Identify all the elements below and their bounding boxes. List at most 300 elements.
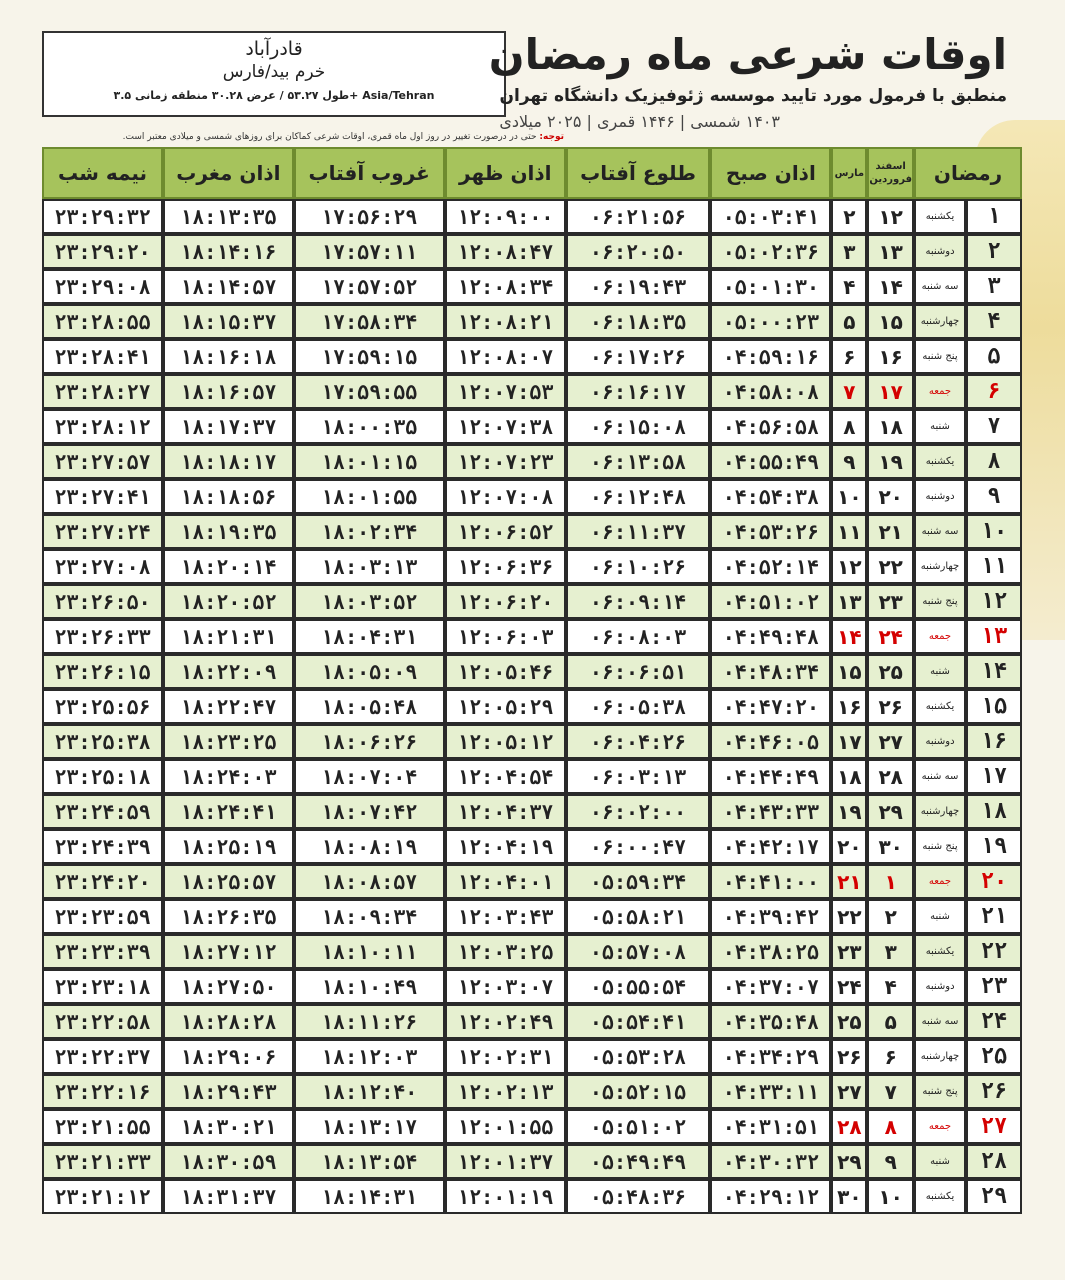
maghrib-time-cell: ۱۸:۱۶:۵۷ (163, 374, 294, 409)
weekday-cell: چهارشنبه (914, 304, 966, 339)
prayer-times-table (42, 147, 1022, 1214)
sunrise-time-cell: ۰۶:۰۲:۰۰ (566, 794, 711, 829)
sunrise-time-cell: ۰۶:۰۶:۵۱ (566, 654, 711, 689)
midnight-time-cell: ۲۳:۲۸:۱۲ (42, 409, 163, 444)
day-cell: ۲۹ (966, 1179, 1022, 1214)
sunset-time-cell: ۱۸:۱۲:۰۳ (294, 1039, 445, 1074)
header-fajr: اذان صبح (710, 147, 831, 199)
sunrise-time-cell: ۰۵:۵۹:۳۴ (566, 864, 711, 899)
weekday-cell: سه شنبه (914, 1004, 966, 1039)
march-date-cell: ۲۳ (831, 934, 867, 969)
shamsi-date-cell: ۱۳ (867, 234, 914, 269)
midnight-time-cell: ۲۳:۲۴:۲۰ (42, 864, 163, 899)
weekday-cell: یکشنبه (914, 689, 966, 724)
fajr-time-cell: ۰۴:۳۳:۱۱ (710, 1074, 831, 1109)
shamsi-date-cell: ۱۷ (867, 374, 914, 409)
fajr-time-cell: ۰۴:۴۹:۴۸ (710, 619, 831, 654)
dhuhr-time-cell: ۱۲:۰۸:۲۱ (445, 304, 566, 339)
table-row (42, 794, 1022, 829)
march-date-cell: ۱۰ (831, 479, 867, 514)
dhuhr-time-cell: ۱۲:۰۶:۳۶ (445, 549, 566, 584)
fajr-time-cell: ۰۴:۳۱:۵۱ (710, 1109, 831, 1144)
march-date-cell: ۱۶ (831, 689, 867, 724)
march-date-cell: ۲۹ (831, 1144, 867, 1179)
shamsi-date-cell: ۲۳ (867, 584, 914, 619)
fajr-time-cell: ۰۴:۵۴:۳۸ (710, 479, 831, 514)
sunrise-time-cell: ۰۶:۱۱:۳۷ (566, 514, 711, 549)
march-date-cell: ۱۲ (831, 549, 867, 584)
dhuhr-time-cell: ۱۲:۰۲:۱۳ (445, 1074, 566, 1109)
shamsi-date-cell: ۲۵ (867, 654, 914, 689)
maghrib-time-cell: ۱۸:۱۴:۱۶ (163, 234, 294, 269)
maghrib-time-cell: ۱۸:۱۶:۱۸ (163, 339, 294, 374)
fajr-time-cell: ۰۴:۴۶:۰۵ (710, 724, 831, 759)
dhuhr-time-cell: ۱۲:۰۹:۰۰ (445, 199, 566, 234)
shamsi-date-cell: ۲۲ (867, 549, 914, 584)
weekday-cell: دوشنبه (914, 479, 966, 514)
header-ramadan: رمضان (914, 147, 1022, 199)
maghrib-time-cell: ۱۸:۳۰:۲۱ (163, 1109, 294, 1144)
dhuhr-time-cell: ۱۲:۰۲:۳۱ (445, 1039, 566, 1074)
midnight-time-cell: ۲۳:۲۱:۳۳ (42, 1144, 163, 1179)
day-cell: ۱۹ (966, 829, 1022, 864)
midnight-time-cell: ۲۳:۲۹:۰۸ (42, 269, 163, 304)
day-cell: ۲۸ (966, 1144, 1022, 1179)
sunrise-time-cell: ۰۶:۲۱:۵۶ (566, 199, 711, 234)
midnight-time-cell: ۲۳:۲۹:۲۰ (42, 234, 163, 269)
table-body (42, 199, 1022, 1214)
day-cell: ۱۵ (966, 689, 1022, 724)
maghrib-time-cell: ۱۸:۱۷:۳۷ (163, 409, 294, 444)
table-row (42, 864, 1022, 899)
header-sunrise: طلوع آفتاب (566, 147, 711, 199)
sunset-time-cell: ۱۷:۵۸:۳۴ (294, 304, 445, 339)
sunset-time-cell: ۱۸:۰۲:۳۴ (294, 514, 445, 549)
march-date-cell: ۱۸ (831, 759, 867, 794)
sunrise-time-cell: ۰۶:۰۵:۳۸ (566, 689, 711, 724)
dhuhr-time-cell: ۱۲:۰۳:۴۳ (445, 899, 566, 934)
sunset-time-cell: ۱۷:۵۶:۲۹ (294, 199, 445, 234)
table-row (42, 479, 1022, 514)
midnight-time-cell: ۲۳:۲۳:۱۸ (42, 969, 163, 1004)
maghrib-time-cell: ۱۸:۲۱:۳۱ (163, 619, 294, 654)
fajr-time-cell: ۰۴:۴۳:۳۳ (710, 794, 831, 829)
sunset-time-cell: ۱۸:۰۵:۰۹ (294, 654, 445, 689)
march-date-cell: ۶ (831, 339, 867, 374)
shamsi-date-cell: ۵ (867, 1004, 914, 1039)
sunset-time-cell: ۱۸:۰۱:۱۵ (294, 444, 445, 479)
shamsi-date-cell: ۱۲ (867, 199, 914, 234)
header-midnight: نیمه شب (42, 147, 163, 199)
table-row (42, 304, 1022, 339)
march-date-cell: ۸ (831, 409, 867, 444)
maghrib-time-cell: ۱۸:۲۹:۰۶ (163, 1039, 294, 1074)
table-row (42, 899, 1022, 934)
dhuhr-time-cell: ۱۲:۰۸:۴۷ (445, 234, 566, 269)
sunset-time-cell: ۱۸:۰۱:۵۵ (294, 479, 445, 514)
dhuhr-time-cell: ۱۲:۰۵:۱۲ (445, 724, 566, 759)
table-row (42, 374, 1022, 409)
sunset-time-cell: ۱۸:۱۳:۵۴ (294, 1144, 445, 1179)
day-cell: ۲۱ (966, 899, 1022, 934)
sunset-time-cell: ۱۷:۵۹:۱۵ (294, 339, 445, 374)
table-row (42, 759, 1022, 794)
midnight-time-cell: ۲۳:۲۶:۳۳ (42, 619, 163, 654)
page-title: اوقات شرعی ماه رمضان (488, 30, 1007, 79)
sunrise-time-cell: ۰۶:۱۷:۲۶ (566, 339, 711, 374)
fajr-time-cell: ۰۴:۴۴:۴۹ (710, 759, 831, 794)
fajr-time-cell: ۰۵:۰۲:۳۶ (710, 234, 831, 269)
sunrise-time-cell: ۰۵:۵۳:۲۸ (566, 1039, 711, 1074)
header-esfand-farvardin: اسفند فروردین (867, 147, 914, 199)
midnight-time-cell: ۲۳:۲۵:۱۸ (42, 759, 163, 794)
maghrib-time-cell: ۱۸:۲۷:۱۲ (163, 934, 294, 969)
dhuhr-time-cell: ۱۲:۰۱:۵۵ (445, 1109, 566, 1144)
shamsi-date-cell: ۲۶ (867, 689, 914, 724)
midnight-time-cell: ۲۳:۲۹:۳۲ (42, 199, 163, 234)
midnight-time-cell: ۲۳:۲۴:۵۹ (42, 794, 163, 829)
shamsi-date-cell: ۲۸ (867, 759, 914, 794)
sunrise-time-cell: ۰۵:۵۲:۱۵ (566, 1074, 711, 1109)
weekday-cell: پنج شنبه (914, 339, 966, 374)
dhuhr-time-cell: ۱۲:۰۷:۳۸ (445, 409, 566, 444)
sunrise-time-cell: ۰۶:۰۴:۲۶ (566, 724, 711, 759)
sunset-time-cell: ۱۸:۰۶:۲۶ (294, 724, 445, 759)
weekday-cell: چهارشنبه (914, 1039, 966, 1074)
march-date-cell: ۲۴ (831, 969, 867, 1004)
fajr-time-cell: ۰۴:۵۲:۱۴ (710, 549, 831, 584)
march-date-cell: ۹ (831, 444, 867, 479)
sunrise-time-cell: ۰۶:۱۳:۵۸ (566, 444, 711, 479)
midnight-time-cell: ۲۳:۲۴:۳۹ (42, 829, 163, 864)
shamsi-date-cell: ۱۵ (867, 304, 914, 339)
day-cell: ۴ (966, 304, 1022, 339)
fajr-time-cell: ۰۵:۰۰:۲۳ (710, 304, 831, 339)
shamsi-date-cell: ۲۴ (867, 619, 914, 654)
dhuhr-time-cell: ۱۲:۰۶:۵۲ (445, 514, 566, 549)
midnight-time-cell: ۲۳:۲۷:۴۱ (42, 479, 163, 514)
sunset-time-cell: ۱۷:۵۷:۵۲ (294, 269, 445, 304)
maghrib-time-cell: ۱۸:۲۲:۴۷ (163, 689, 294, 724)
march-date-cell: ۲۷ (831, 1074, 867, 1109)
table-row (42, 1004, 1022, 1039)
day-cell: ۱۸ (966, 794, 1022, 829)
sunrise-time-cell: ۰۶:۱۸:۳۵ (566, 304, 711, 339)
table-header-row (42, 147, 1022, 199)
fajr-time-cell: ۰۴:۵۵:۴۹ (710, 444, 831, 479)
dhuhr-time-cell: ۱۲:۰۴:۰۱ (445, 864, 566, 899)
weekday-cell: پنج شنبه (914, 829, 966, 864)
table-row (42, 829, 1022, 864)
day-cell: ۲۷ (966, 1109, 1022, 1144)
weekday-cell: یکشنبه (914, 1179, 966, 1214)
dhuhr-time-cell: ۱۲:۰۶:۲۰ (445, 584, 566, 619)
dhuhr-time-cell: ۱۲:۰۵:۲۹ (445, 689, 566, 724)
table-row (42, 444, 1022, 479)
dhuhr-time-cell: ۱۲:۰۴:۵۴ (445, 759, 566, 794)
sunset-time-cell: ۱۸:۰۴:۳۱ (294, 619, 445, 654)
day-cell: ۲۵ (966, 1039, 1022, 1074)
shamsi-date-cell: ۲۰ (867, 479, 914, 514)
midnight-time-cell: ۲۳:۲۶:۱۵ (42, 654, 163, 689)
dhuhr-time-cell: ۱۲:۰۱:۳۷ (445, 1144, 566, 1179)
shamsi-date-cell: ۱۹ (867, 444, 914, 479)
day-cell: ۱ (966, 199, 1022, 234)
table-row (42, 689, 1022, 724)
march-date-cell: ۲۵ (831, 1004, 867, 1039)
sunset-time-cell: ۱۸:۱۰:۱۱ (294, 934, 445, 969)
sunset-time-cell: ۱۸:۱۴:۳۱ (294, 1179, 445, 1214)
midnight-time-cell: ۲۳:۲۷:۰۸ (42, 549, 163, 584)
header-sunset: غروب آفتاب (294, 147, 445, 199)
fajr-time-cell: ۰۴:۴۸:۳۴ (710, 654, 831, 689)
sunrise-time-cell: ۰۶:۱۰:۲۶ (566, 549, 711, 584)
dhuhr-time-cell: ۱۲:۰۸:۰۷ (445, 339, 566, 374)
sunset-time-cell: ۱۸:۱۰:۴۹ (294, 969, 445, 1004)
dhuhr-time-cell: ۱۲:۰۴:۱۹ (445, 829, 566, 864)
region-name: خرم بید/فارس (222, 62, 326, 82)
weekday-cell: جمعه (914, 864, 966, 899)
shamsi-date-cell: ۴ (867, 969, 914, 1004)
day-cell: ۸ (966, 444, 1022, 479)
weekday-cell: چهارشنبه (914, 549, 966, 584)
maghrib-time-cell: ۱۸:۲۶:۳۵ (163, 899, 294, 934)
maghrib-time-cell: ۱۸:۲۵:۱۹ (163, 829, 294, 864)
day-cell: ۹ (966, 479, 1022, 514)
maghrib-time-cell: ۱۸:۲۹:۴۳ (163, 1074, 294, 1109)
header-march: مارس (831, 147, 867, 199)
dhuhr-time-cell: ۱۲:۰۷:۵۳ (445, 374, 566, 409)
day-cell: ۲ (966, 234, 1022, 269)
maghrib-time-cell: ۱۸:۲۰:۵۲ (163, 584, 294, 619)
day-cell: ۱۲ (966, 584, 1022, 619)
maghrib-time-cell: ۱۸:۱۳:۳۵ (163, 199, 294, 234)
sunset-time-cell: ۱۸:۱۳:۱۷ (294, 1109, 445, 1144)
table-row (42, 584, 1022, 619)
march-date-cell: ۷ (831, 374, 867, 409)
sunset-time-cell: ۱۸:۰۸:۵۷ (294, 864, 445, 899)
sunrise-time-cell: ۰۶:۲۰:۵۰ (566, 234, 711, 269)
sunrise-time-cell: ۰۶:۰۰:۴۷ (566, 829, 711, 864)
shamsi-date-cell: ۸ (867, 1109, 914, 1144)
sunset-time-cell: ۱۸:۰۷:۰۴ (294, 759, 445, 794)
sunrise-time-cell: ۰۵:۵۵:۵۴ (566, 969, 711, 1004)
fajr-time-cell: ۰۴:۵۸:۰۸ (710, 374, 831, 409)
march-date-cell: ۲۶ (831, 1039, 867, 1074)
sunset-time-cell: ۱۸:۰۵:۴۸ (294, 689, 445, 724)
weekday-cell: چهارشنبه (914, 794, 966, 829)
sunrise-time-cell: ۰۵:۵۴:۴۱ (566, 1004, 711, 1039)
fajr-time-cell: ۰۴:۳۵:۴۸ (710, 1004, 831, 1039)
march-date-cell: ۱۷ (831, 724, 867, 759)
weekday-cell: سه شنبه (914, 514, 966, 549)
day-cell: ۱۶ (966, 724, 1022, 759)
sunset-time-cell: ۱۸:۱۱:۲۶ (294, 1004, 445, 1039)
maghrib-time-cell: ۱۸:۲۳:۲۵ (163, 724, 294, 759)
day-cell: ۲۲ (966, 934, 1022, 969)
table-row (42, 654, 1022, 689)
dhuhr-time-cell: ۱۲:۰۶:۰۳ (445, 619, 566, 654)
weekday-cell: شنبه (914, 654, 966, 689)
day-cell: ۱۳ (966, 619, 1022, 654)
sunset-time-cell: ۱۸:۰۸:۱۹ (294, 829, 445, 864)
weekday-cell: یکشنبه (914, 199, 966, 234)
fajr-time-cell: ۰۴:۳۸:۲۵ (710, 934, 831, 969)
maghrib-time-cell: ۱۸:۲۴:۰۳ (163, 759, 294, 794)
table-row (42, 269, 1022, 304)
table-row (42, 934, 1022, 969)
day-cell: ۶ (966, 374, 1022, 409)
day-cell: ۲۴ (966, 1004, 1022, 1039)
march-date-cell: ۳۰ (831, 1179, 867, 1214)
fajr-time-cell: ۰۴:۵۱:۰۲ (710, 584, 831, 619)
shamsi-date-cell: ۳ (867, 934, 914, 969)
sunrise-time-cell: ۰۵:۴۸:۳۶ (566, 1179, 711, 1214)
weekday-cell: سه شنبه (914, 759, 966, 794)
weekday-cell: جمعه (914, 374, 966, 409)
city-name: قادرآباد (245, 38, 303, 60)
table-row (42, 199, 1022, 234)
dhuhr-time-cell: ۱۲:۰۴:۳۷ (445, 794, 566, 829)
shamsi-date-cell: ۹ (867, 1144, 914, 1179)
table-row (42, 969, 1022, 1004)
dhuhr-time-cell: ۱۲:۰۷:۲۳ (445, 444, 566, 479)
fajr-time-cell: ۰۴:۵۶:۵۸ (710, 409, 831, 444)
table-row (42, 619, 1022, 654)
midnight-time-cell: ۲۳:۲۸:۴۱ (42, 339, 163, 374)
coordinates: طول ۵۳.۲۷ / عرض ۳۰.۲۸ منطقه زمانی ۳.۵+ Asia/Tehran (113, 89, 435, 102)
sunrise-time-cell: ۰۶:۰۹:۱۴ (566, 584, 711, 619)
day-cell: ۲۶ (966, 1074, 1022, 1109)
march-date-cell: ۲۱ (831, 864, 867, 899)
sunset-time-cell: ۱۸:۰۹:۳۴ (294, 899, 445, 934)
march-date-cell: ۴ (831, 269, 867, 304)
maghrib-time-cell: ۱۸:۲۰:۱۴ (163, 549, 294, 584)
header-maghrib: اذان مغرب (163, 147, 294, 199)
fajr-time-cell: ۰۴:۲۹:۱۲ (710, 1179, 831, 1214)
table-row (42, 1109, 1022, 1144)
march-date-cell: ۲ (831, 199, 867, 234)
weekday-cell: یکشنبه (914, 934, 966, 969)
table-row (42, 234, 1022, 269)
midnight-time-cell: ۲۳:۲۲:۱۶ (42, 1074, 163, 1109)
day-cell: ۳ (966, 269, 1022, 304)
table-row (42, 1144, 1022, 1179)
day-cell: ۲۰ (966, 864, 1022, 899)
maghrib-time-cell: ۱۸:۲۴:۴۱ (163, 794, 294, 829)
table-row (42, 1179, 1022, 1214)
shamsi-date-cell: ۱۰ (867, 1179, 914, 1214)
midnight-time-cell: ۲۳:۲۱:۵۵ (42, 1109, 163, 1144)
fajr-time-cell: ۰۵:۰۱:۳۰ (710, 269, 831, 304)
weekday-cell: دوشنبه (914, 969, 966, 1004)
fajr-time-cell: ۰۴:۵۹:۱۶ (710, 339, 831, 374)
fajr-time-cell: ۰۵:۰۳:۴۱ (710, 199, 831, 234)
midnight-time-cell: ۲۳:۲۵:۳۸ (42, 724, 163, 759)
shamsi-date-cell: ۲۷ (867, 724, 914, 759)
march-date-cell: ۱۹ (831, 794, 867, 829)
weekday-cell: دوشنبه (914, 234, 966, 269)
sunrise-time-cell: ۰۶:۱۶:۱۷ (566, 374, 711, 409)
dhuhr-time-cell: ۱۲:۰۸:۳۴ (445, 269, 566, 304)
maghrib-time-cell: ۱۸:۲۸:۲۸ (163, 1004, 294, 1039)
shamsi-date-cell: ۱۶ (867, 339, 914, 374)
sunset-time-cell: ۱۸:۰۰:۳۵ (294, 409, 445, 444)
fajr-time-cell: ۰۴:۳۷:۰۷ (710, 969, 831, 1004)
sunset-time-cell: ۱۷:۵۷:۱۱ (294, 234, 445, 269)
march-date-cell: ۱۵ (831, 654, 867, 689)
shamsi-date-cell: ۳۰ (867, 829, 914, 864)
day-cell: ۷ (966, 409, 1022, 444)
fajr-time-cell: ۰۴:۴۲:۱۷ (710, 829, 831, 864)
midnight-time-cell: ۲۳:۲۸:۵۵ (42, 304, 163, 339)
sunrise-time-cell: ۰۶:۰۸:۰۳ (566, 619, 711, 654)
weekday-cell: پنج شنبه (914, 584, 966, 619)
march-date-cell: ۲۲ (831, 899, 867, 934)
shamsi-date-cell: ۲۹ (867, 794, 914, 829)
march-date-cell: ۳ (831, 234, 867, 269)
sunrise-time-cell: ۰۵:۵۷:۰۸ (566, 934, 711, 969)
midnight-time-cell: ۲۳:۲۳:۵۹ (42, 899, 163, 934)
sunset-time-cell: ۱۸:۰۳:۵۲ (294, 584, 445, 619)
weekday-cell: یکشنبه (914, 444, 966, 479)
sunrise-time-cell: ۰۵:۴۹:۴۹ (566, 1144, 711, 1179)
day-cell: ۵ (966, 339, 1022, 374)
day-cell: ۲۳ (966, 969, 1022, 1004)
note-label: توجه: (539, 132, 564, 142)
dhuhr-time-cell: ۱۲:۰۳:۰۷ (445, 969, 566, 1004)
sunset-time-cell: ۱۸:۱۲:۴۰ (294, 1074, 445, 1109)
maghrib-time-cell: ۱۸:۱۸:۱۷ (163, 444, 294, 479)
march-date-cell: ۱۱ (831, 514, 867, 549)
table-row (42, 549, 1022, 584)
midnight-time-cell: ۲۳:۲۵:۵۶ (42, 689, 163, 724)
maghrib-time-cell: ۱۸:۱۹:۳۵ (163, 514, 294, 549)
sunset-time-cell: ۱۷:۵۹:۵۵ (294, 374, 445, 409)
table-row (42, 339, 1022, 374)
maghrib-time-cell: ۱۸:۲۷:۵۰ (163, 969, 294, 1004)
fajr-time-cell: ۰۴:۵۳:۲۶ (710, 514, 831, 549)
dhuhr-time-cell: ۱۲:۰۳:۲۵ (445, 934, 566, 969)
sunrise-time-cell: ۰۶:۰۳:۱۳ (566, 759, 711, 794)
maghrib-time-cell: ۱۸:۲۵:۵۷ (163, 864, 294, 899)
midnight-time-cell: ۲۳:۲۷:۲۴ (42, 514, 163, 549)
shamsi-date-cell: ۱ (867, 864, 914, 899)
maghrib-time-cell: ۱۸:۲۲:۰۹ (163, 654, 294, 689)
shamsi-date-cell: ۱۸ (867, 409, 914, 444)
day-cell: ۱۷ (966, 759, 1022, 794)
note-text: حتی در درصورت تغییر در روز اول ماه قمری، اوقات شرعی کماکان برای روزهای شمسی و میلادی معتبر است. (122, 132, 537, 142)
sunrise-time-cell: ۰۵:۵۸:۲۱ (566, 899, 711, 934)
midnight-time-cell: ۲۳:۲۶:۵۰ (42, 584, 163, 619)
weekday-cell: شنبه (914, 1144, 966, 1179)
header-dhuhr: اذان ظهر (445, 147, 566, 199)
page-subtitle: منطبق با فرمول مورد تایید موسسه ژئوفیزیک دانشگاه تهران (499, 86, 1007, 106)
weekday-cell: شنبه (914, 899, 966, 934)
table-row (42, 1074, 1022, 1109)
midnight-time-cell: ۲۳:۲۷:۵۷ (42, 444, 163, 479)
maghrib-time-cell: ۱۸:۱۴:۵۷ (163, 269, 294, 304)
midnight-time-cell: ۲۳:۲۸:۲۷ (42, 374, 163, 409)
note (44, 132, 564, 142)
sunset-time-cell: ۱۸:۰۳:۱۳ (294, 549, 445, 584)
maghrib-time-cell: ۱۸:۱۸:۵۶ (163, 479, 294, 514)
fajr-time-cell: ۰۴:۳۰:۳۲ (710, 1144, 831, 1179)
shamsi-date-cell: ۷ (867, 1074, 914, 1109)
weekday-cell: جمعه (914, 619, 966, 654)
shamsi-date-cell: ۲۱ (867, 514, 914, 549)
shamsi-date-cell: ۶ (867, 1039, 914, 1074)
